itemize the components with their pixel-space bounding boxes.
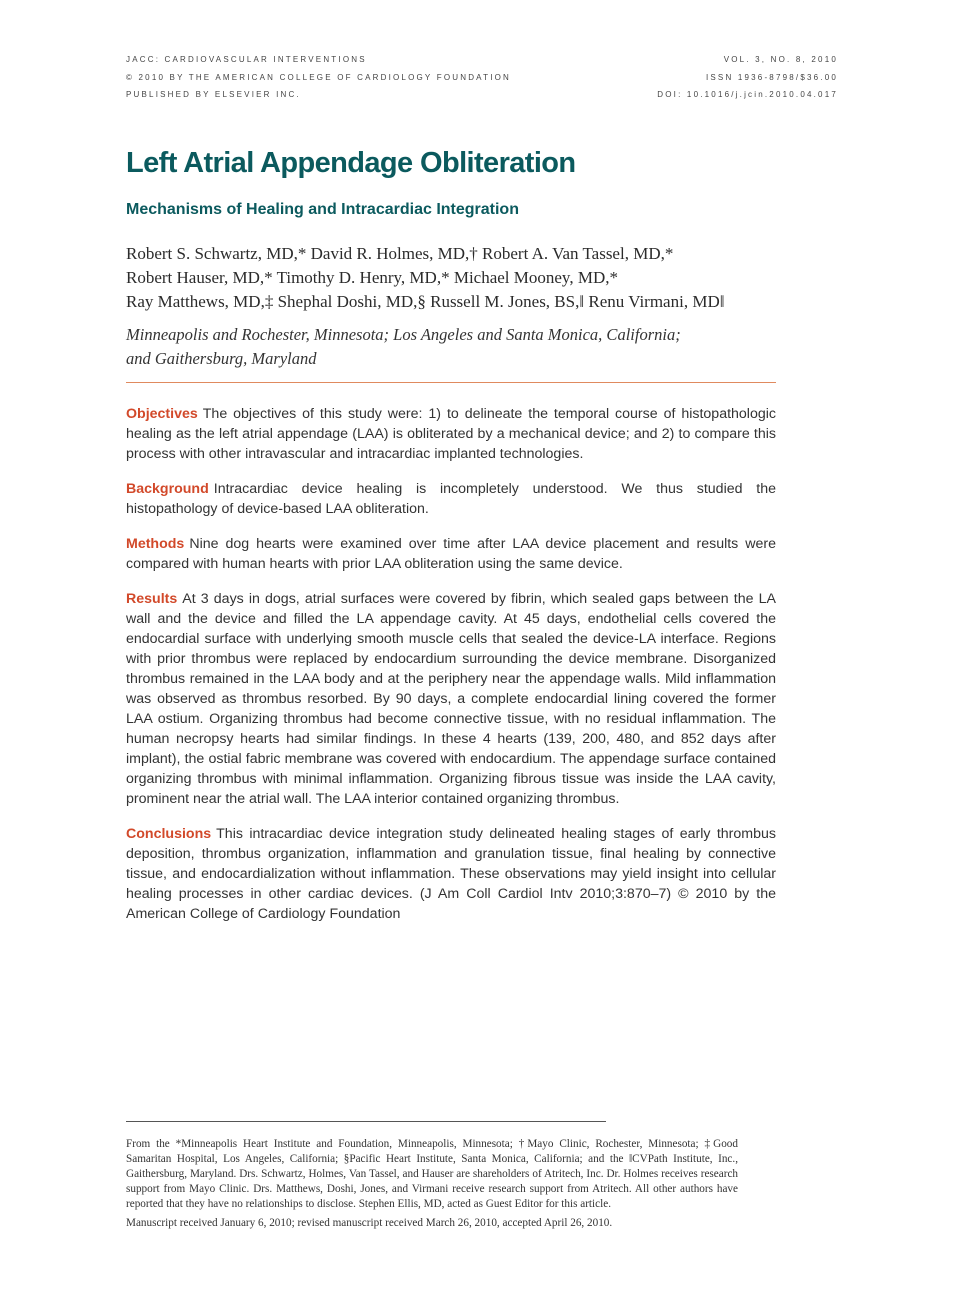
author-line: Robert S. Schwartz, MD,* David R. Holmes, MD,† Robert A. Van Tassel, MD,* [126,244,674,263]
footnote [126,1137,738,1231]
affiliation-locations [126,323,806,371]
publisher-line: PUBLISHED BY ELSEVIER INC. [126,90,301,99]
copyright-line: © 2010 BY THE AMERICAN COLLEGE OF CARDIOLOGY FOUNDATION [126,72,512,82]
masthead-row [126,72,838,90]
abstract-methods [126,534,776,574]
article-subtitle: Mechanisms of Healing and Intracardiac Integration [126,201,519,218]
section-text: At 3 days in dogs, atrial surfaces were covered by fibrin, which sealed gaps between the LA wall and the device and filled the LA appendage cavity. At 45 days, endothelial cells covered the endocardial surface with underlying smooth muscle cells that sealed the device-LA interface. Regions with prior thrombus were replaced by endocardium surrounding the device membrane. Disorganized thrombus remained in the LAA body and at the periphery near the appendage walls. Mild inflammation was observed as thrombus resorbed. By 90 days, a complete endocardial lining covered the former LAA ostium. Organizing thrombus had become connective tissue, with no residual inflammation. The human necropsy hearts had similar findings. In these 4 hearts (139, 200, 480, and 852 days after implant), the ostial fabric membrane was covered with endocardium. The appendage surface contained organizing thrombus with minimal inflammation. Organizing fibrous tissue was inside the LAA cavity, prominent near the atrial wall. The LAA interior contained organizing thrombus. [126,591,776,807]
abstract-background [126,479,776,519]
footnote-divider [126,1121,606,1122]
journal-masthead [126,54,838,107]
author-line: Robert Hauser, MD,* Timothy D. Henry, MD,* Michael Mooney, MD,* [126,268,618,287]
doi: DOI: 10.1016/j.jcin.2010.04.017 [657,90,838,99]
abstract-results [126,589,776,809]
section-label: Background [126,481,209,497]
section-label: Conclusions [126,826,212,842]
section-text: Intracardiac device healing is incompletely understood. We thus studied the histopathology of device-based LAA obliteration. [126,481,776,517]
volume-info: VOL. 3, NO. 8, 2010 [723,55,838,64]
affiliation-line: Minneapolis and Rochester, Minnesota; Los Angeles and Santa Monica, California; [126,325,681,344]
masthead-row [126,89,838,107]
section-text: The objectives of this study were: 1) to delineate the temporal course of histopathologic healing as the left atrial appendage (LAA) is obliterated by a mechanical device; and 2) to compare this process with other intravascular and intracardiac implanted technologies. [126,406,776,462]
author-list [126,242,806,314]
abstract [126,404,776,939]
section-label: Objectives [126,406,198,422]
section-text: This intracardiac device integration study delineated healing stages of early thrombus deposition, thrombus organization, inflammation and granulation tissue, final healing by connective tissue, and endocardialization without inflammation. These observations may yield insight into cellular healing processes in other cardiac devices. (J Am Coll Cardiol Intv 2010;3:870–7) © 2010 by the American College of Cardiology Foundation [126,826,776,922]
footnote-affiliations: From the *Minneapolis Heart Institute and Foundation, Minneapolis, Minnesota; †Mayo Clinic, Rochester, Minnesota; ‡Good Samaritan Hospital, Los Angeles, California; §Pacific Heart Institute, Santa Monica, California; and the ‖CVPath Institute, Inc., Gaithersburg, Maryland. Drs. Schwartz, Holmes, Van Tassel, and Hauser are shareholders of Atritech, Inc. Dr. Holmes receives research support from Mayo Clinic. Drs. Matthews, Doshi, Jones, and Virmani receive research support from Atritech. All other authors have reported that they have no relationships to disclose. Stephen Ellis, MD, acted as Guest Editor for this article. [126,1138,738,1210]
manuscript-dates: Manuscript received January 6, 2010; revised manuscript received March 26, 2010, accepted April 26, 2010. [126,1217,613,1229]
journal-name: JACC: CARDIOVASCULAR INTERVENTIONS [126,55,367,64]
section-label: Methods [126,536,185,552]
article-title: Left Atrial Appendage Obliteration [126,147,576,179]
abstract-objectives [126,404,776,464]
affiliation-line: and Gaithersburg, Maryland [126,349,317,368]
section-text: Nine dog hearts were examined over time after LAA device placement and results were compared with human hearts with prior LAA obliteration using the same device. [126,536,776,572]
section-label: Results [126,591,178,607]
issn: ISSN 1936-8798/$36.00 [705,72,838,82]
author-line: Ray Matthews, MD,‡ Shephal Doshi, MD,§ Russell M. Jones, BS,‖ Renu Virmani, MD‖ [126,292,725,311]
abstract-conclusions [126,824,776,924]
divider [126,382,776,383]
masthead-row [126,54,838,72]
